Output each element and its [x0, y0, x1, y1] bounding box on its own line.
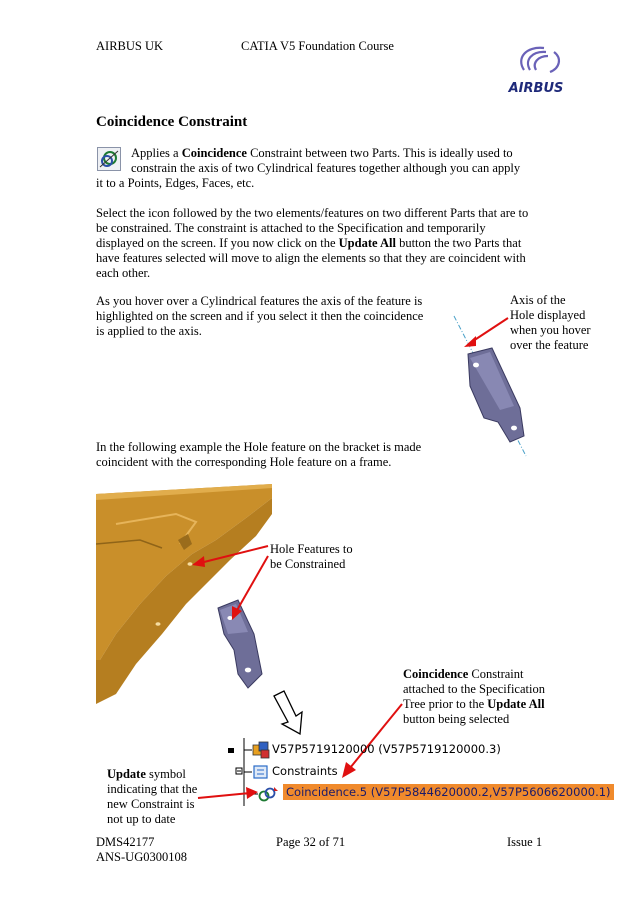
intro-line-1: Applies a Coincidence Constraint between two Parts. This is ideally used to [131, 146, 513, 160]
airbus-logo-text: AIRBUS [508, 81, 564, 96]
product-icon [252, 741, 270, 759]
down-arrow-icon [272, 690, 306, 736]
para3-line-2: highlighted on the screen and if you select it then the coincidence [96, 309, 424, 323]
constraint-callout-line-4: button being selected [403, 712, 510, 726]
constraints-icon [252, 763, 270, 781]
tree-coincidence-label[interactable]: Coincidence.5 (V57P5844620000.2,V57P5606620000.1) [283, 784, 614, 800]
footer-doc-id: DMS42177 [96, 835, 155, 849]
para2-line-1: Select the icon followed by the two elements/features on two different Parts that are to [96, 206, 529, 220]
footer-page: Page 32 of 71 [276, 835, 346, 849]
intro-line-2: constrain the axis of two Cylindrical features together although you can apply [131, 161, 521, 175]
update-callout-line-3: new Constraint is [107, 797, 195, 811]
para4-line-1: In the following example the Hole feature on the bracket is made [96, 440, 422, 454]
hole-callout-line-1: Hole Features to [270, 542, 353, 556]
constraint-callout-line-1: Coincidence Constraint [403, 667, 524, 681]
tree-constraints-label[interactable]: Constraints [272, 764, 338, 778]
tree-product-label[interactable]: V57P5719120000 (V57P5719120000.3) [272, 742, 501, 756]
axis-callout-line-1: Axis of the [510, 293, 566, 307]
para3-line-1: As you hover over a Cylindrical features the axis of the feature is [96, 294, 423, 308]
hole-callout-line-2: be Constrained [270, 557, 346, 571]
spec-tree [228, 738, 611, 806]
axis-callout-line-3: when you hover [510, 323, 591, 337]
footer-issue: Issue 1 [507, 835, 543, 849]
update-callout-line-2: indicating that the [107, 782, 198, 796]
update-callout-line-1: Update symbol [107, 767, 186, 781]
intro-line-3: it to a Points, Edges, Faces, etc. [96, 176, 255, 190]
constraint-callout-line-3: Tree prior to the Update All [403, 697, 545, 711]
footer-ref: ANS-UG0300108 [96, 850, 187, 864]
para2-line-5: each other. [96, 266, 151, 280]
para3-line-3: is applied to the axis. [96, 324, 202, 338]
constraint-callout-line-2: attached to the Specification [403, 682, 545, 696]
header-company: AIRBUS UK [96, 39, 164, 53]
para2-line-2: be constrained. The constraint is attached to the Specification and temporarily [96, 221, 486, 235]
airbus-logo [500, 40, 572, 98]
bracket-axis-image [440, 310, 540, 460]
para2-line-3: displayed on the screen. If you now click on the Update All button the two Parts that [96, 236, 522, 250]
axis-callout-line-2: Hole displayed [510, 308, 586, 322]
coincidence-tool-icon[interactable] [97, 147, 121, 171]
update-arrow [196, 786, 260, 804]
axis-callout-line-4: over the feature [510, 338, 589, 352]
para4-line-2: coincident with the corresponding Hole feature on a frame. [96, 455, 392, 469]
para2-line-4: have features selected will move to align the elements so that they are coincident with [96, 251, 526, 265]
header-course: CATIA V5 Foundation Course [241, 39, 394, 53]
update-callout-line-4: not up to date [107, 812, 176, 826]
section-title: Coincidence Constraint [96, 114, 248, 130]
frame-bracket-image [96, 484, 386, 734]
update-symbol-icon [258, 785, 280, 803]
